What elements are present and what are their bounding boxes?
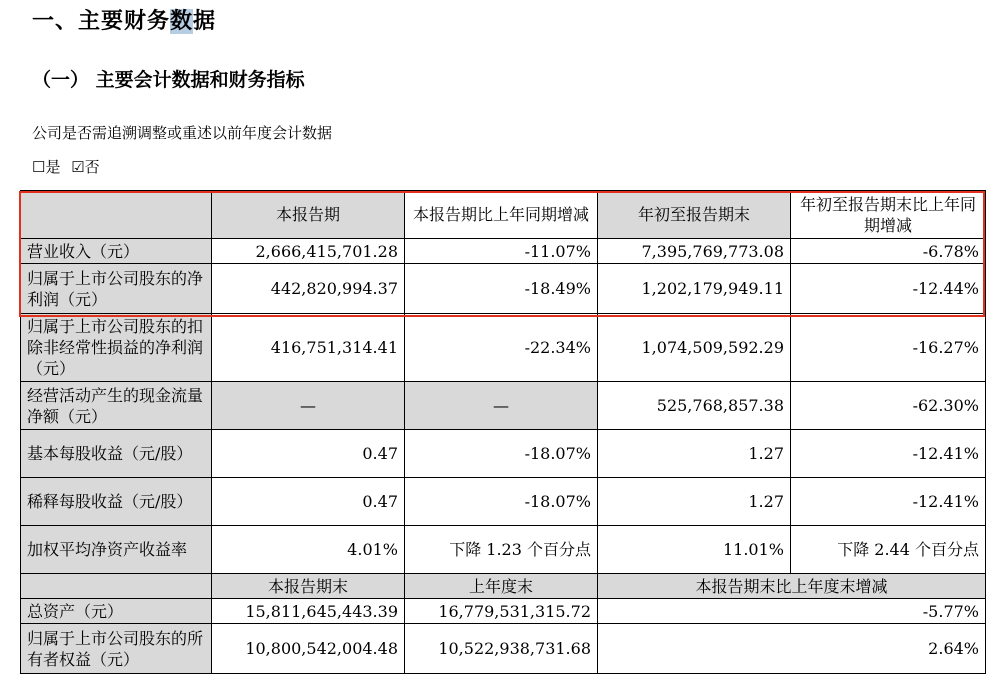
row-label: 加权平均净资产收益率 [21, 526, 212, 574]
table-row [21, 624, 986, 674]
table-cell: -12.44% [791, 264, 986, 314]
table-cell: -16.27% [791, 314, 986, 382]
option-yes[interactable]: ☐是 [32, 158, 61, 176]
table-cell: 10,800,542,004.48 [212, 624, 405, 674]
table-row [21, 526, 986, 574]
table-cell: -62.30% [791, 382, 986, 430]
table-cell: 2.64% [598, 624, 986, 674]
table-cell: -6.78% [791, 239, 986, 264]
subsection-heading: （一） 主要会计数据和财务指标 [32, 69, 305, 91]
row-label: 稀释每股收益（元/股） [21, 478, 212, 526]
table-cell: — [212, 382, 405, 430]
table-cell: 15,811,645,443.39 [212, 599, 405, 624]
table-subheader-row [21, 574, 986, 599]
header-cell: 年初至报告期末 [598, 191, 791, 239]
row-label: 归属于上市公司股东的净利润（元） [21, 264, 212, 314]
table-cell: 525,768,857.38 [598, 382, 791, 430]
table-cell: 4.01% [212, 526, 405, 574]
table-cell: — [405, 382, 598, 430]
table-cell: 1,074,509,592.29 [598, 314, 791, 382]
table-cell: 10,522,938,731.68 [405, 624, 598, 674]
financial-data-table [20, 190, 986, 674]
table-cell: 7,395,769,773.08 [598, 239, 791, 264]
table-cell: -18.07% [405, 430, 598, 478]
header-cell: 本报告期末比上年度末增减 [598, 574, 986, 599]
table-cell: 0.47 [212, 478, 405, 526]
table-cell: 0.47 [212, 430, 405, 478]
table-row [21, 239, 986, 264]
table-cell: -18.07% [405, 478, 598, 526]
selected-text-highlight[interactable]: 数 [170, 9, 194, 34]
option-no[interactable]: ☑否 [71, 158, 100, 176]
table-row [21, 264, 986, 314]
table-cell: -18.49% [405, 264, 598, 314]
table-row [21, 314, 986, 382]
row-label: 归属于上市公司股东的扣除非经常性损益的净利润（元） [21, 314, 212, 382]
header-cell: 本报告期 [212, 191, 405, 239]
table-cell: 16,779,531,315.72 [405, 599, 598, 624]
header-cell: 年初至报告期末比上年同期增减 [791, 191, 986, 239]
table-row [21, 599, 986, 624]
header-cell: 上年度末 [405, 574, 598, 599]
table-cell: -12.41% [791, 430, 986, 478]
table-cell: 11.01% [598, 526, 791, 574]
table-cell: 1,202,179,949.11 [598, 264, 791, 314]
table-header-row [21, 191, 986, 239]
table-cell: -5.77% [598, 599, 986, 624]
table-cell: 1.27 [598, 478, 791, 526]
table-cell: -11.07% [405, 239, 598, 264]
restatement-question: 公司是否需追溯调整或重述以前年度会计数据 [32, 124, 333, 142]
table-row [21, 382, 986, 430]
header-cell: 本报告期比上年同期增减 [405, 191, 598, 239]
table-cell: 416,751,314.41 [212, 314, 405, 382]
table-cell: -12.41% [791, 478, 986, 526]
section-heading [32, 4, 216, 35]
restatement-options [32, 156, 106, 177]
table-row [21, 478, 986, 526]
table-cell: 442,820,994.37 [212, 264, 405, 314]
table-cell: -22.34% [405, 314, 598, 382]
header-cell-blank [21, 191, 212, 239]
table-cell: 2,666,415,701.28 [212, 239, 405, 264]
table-row [21, 430, 986, 478]
row-label: 总资产（元） [21, 599, 212, 624]
row-label: 基本每股收益（元/股） [21, 430, 212, 478]
table-cell: 下降 1.23 个百分点 [405, 526, 598, 574]
row-label: 营业收入（元） [21, 239, 212, 264]
table-cell: 下降 2.44 个百分点 [791, 526, 986, 574]
header-cell-blank [21, 574, 212, 599]
row-label: 归属于上市公司股东的所有者权益（元） [21, 624, 212, 674]
section-heading-suffix: 据 [193, 9, 217, 34]
row-label: 经营活动产生的现金流量净额（元） [21, 382, 212, 430]
table-cell: 1.27 [598, 430, 791, 478]
header-cell: 本报告期末 [212, 574, 405, 599]
section-heading-prefix: 一、主要财务 [32, 9, 171, 34]
